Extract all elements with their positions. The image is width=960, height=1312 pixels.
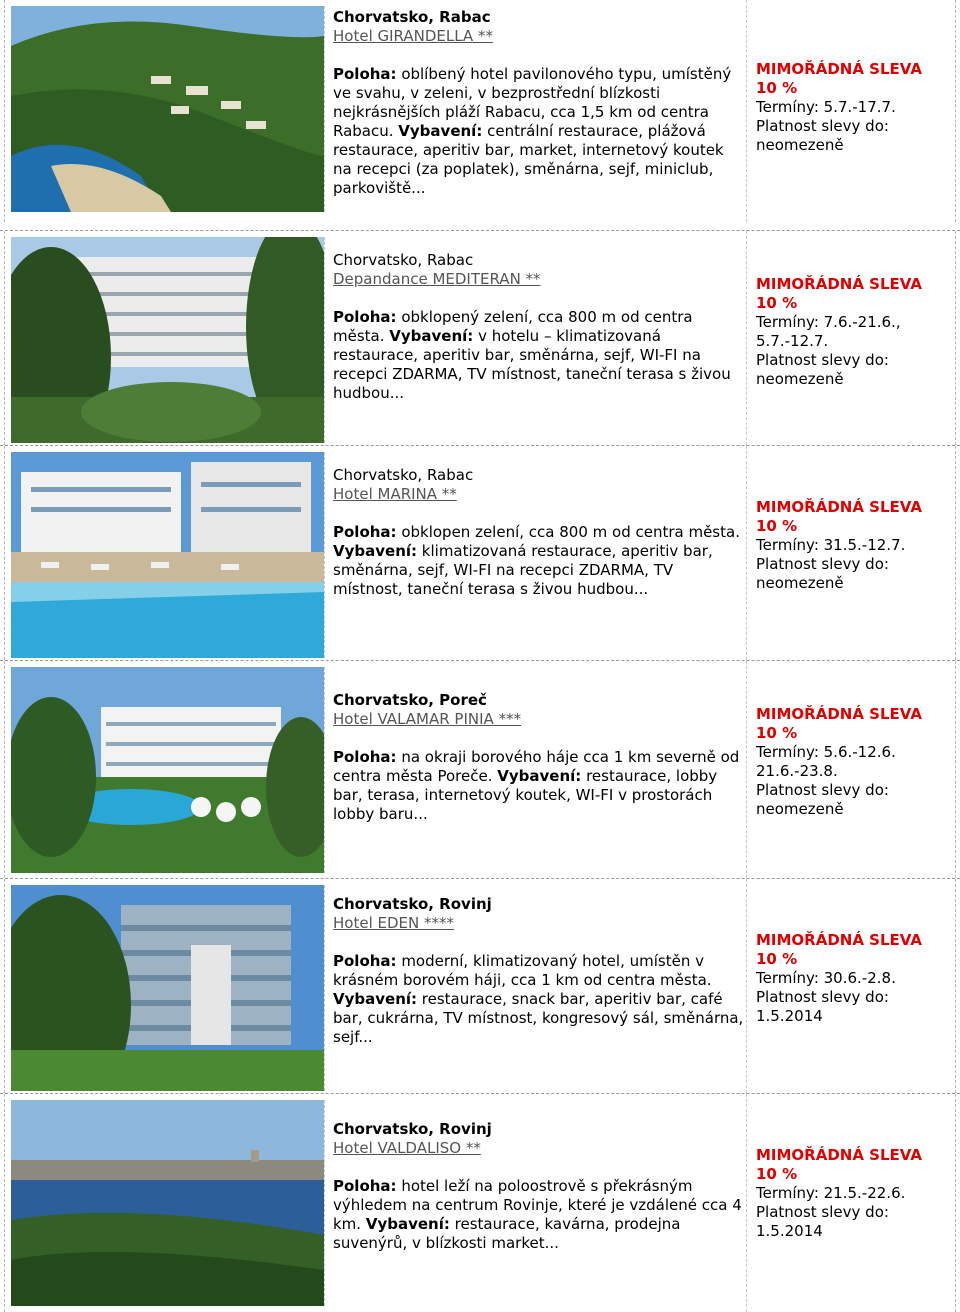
equipment-label: Vybavení: [398, 122, 483, 140]
discount-value: 10 % [756, 294, 798, 312]
position-text: na okraji borového háje cca 1 km severně od centra města Poreče. [333, 748, 740, 785]
listing-description [333, 65, 747, 198]
valid-until: 1.5.2014 [756, 1222, 823, 1240]
listing-text [333, 251, 747, 403]
position-label: Poloha: [333, 523, 397, 541]
hotel-link[interactable]: Hotel GIRANDELLA ** [333, 27, 493, 45]
discount-value: 10 % [756, 950, 798, 968]
hotel-pool-photo [11, 452, 325, 658]
column-divider [746, 0, 747, 222]
hotel-link[interactable]: Hotel VALAMAR PINIA *** [333, 710, 522, 728]
discount-value: 10 % [756, 1165, 798, 1183]
hotel-among-trees-photo [11, 237, 325, 443]
position-text: oblíbený hotel pavilonového typu, umístěný ve svahu, v zeleni, v bezprostřední blízkosti nejkrásnějších pláží Rabacu, cca 1,5 km od centra Rabacu. [333, 65, 732, 140]
equipment-label: Vybavení: [497, 767, 582, 785]
listing-girandella [0, 0, 960, 222]
column-divider [746, 446, 747, 660]
valid-until: neomezeně [756, 574, 844, 592]
discount-value: 10 % [756, 79, 798, 97]
equipment-text: klimatizovaná restaurace, aperitiv bar, směnárna, sejf, WI-FI na recepci ZDARMA, TV místnost, taneční terasa s živou hudbou... [333, 542, 713, 598]
equipment-text: restaurace, lobby bar, terasa, internetový koutek, WI-FI v prostorách lobby baru... [333, 767, 718, 823]
listing-valamar-pinia [0, 660, 960, 878]
position-label: Poloha: [333, 1177, 397, 1195]
hotel-link[interactable]: Depandance MEDITERAN ** [333, 270, 541, 288]
listing-location: Chorvatsko, Rovinj [333, 895, 492, 913]
equipment-label: Vybavení: [333, 542, 418, 560]
offer-box [756, 60, 956, 155]
hotel-link[interactable]: Hotel MARINA ** [333, 485, 457, 503]
offer-box [756, 931, 956, 1026]
validity-label: Platnost slevy do: [756, 117, 889, 135]
listing-text [333, 691, 747, 824]
listing-text [333, 895, 747, 1047]
bay-panorama-photo [11, 1100, 325, 1306]
sale-title: MIMOŘÁDNÁ SLEVA [756, 931, 922, 949]
listing-location: Chorvatsko, Poreč [333, 691, 487, 709]
position-text: obklopen zelení, cca 800 m od centra města. [396, 523, 740, 541]
listing-marina [0, 445, 960, 660]
equipment-text: restaurace, snack bar, aperitiv bar, café bar, cukrárna, TV místnost, kongresový sál, směnárna, sejf... [333, 990, 744, 1046]
valid-until: neomezeně [756, 800, 844, 818]
listing-text [333, 8, 747, 198]
equipment-label: Vybavení: [389, 327, 474, 345]
terms-text: Termíny: 5.7.-17.7. [756, 98, 896, 116]
terms-text: Termíny: 30.6.-2.8. [756, 969, 896, 987]
valid-until: neomezeně [756, 136, 844, 154]
glass-hotel-forest-photo [11, 885, 325, 1091]
sale-title: MIMOŘÁDNÁ SLEVA [756, 498, 922, 516]
listing-description [333, 748, 747, 824]
validity-label: Platnost slevy do: [756, 988, 889, 1006]
listing-text [333, 1120, 747, 1253]
position-label: Poloha: [333, 65, 397, 83]
position-label: Poloha: [333, 952, 397, 970]
validity-label: Platnost slevy do: [756, 351, 889, 369]
position-text: hotel leží na poloostrově s překrásným výhledem na centrum Rovinje, které je vzdálené cca 4 km. [333, 1177, 742, 1233]
discount-value: 10 % [756, 724, 798, 742]
listing-description [333, 523, 747, 599]
listing-description [333, 1177, 747, 1253]
offer-box [756, 705, 956, 819]
position-text: obklopený zelení, cca 800 m od centra města. [333, 308, 693, 345]
listing-description [333, 308, 747, 403]
listing-location: Chorvatsko, Rabac [333, 8, 491, 26]
sale-title: MIMOŘÁDNÁ SLEVA [756, 1146, 922, 1164]
listing-location: Chorvatsko, Rovinj [333, 1120, 492, 1138]
terms-text: Termíny: 21.5.-22.6. [756, 1184, 906, 1202]
sale-title: MIMOŘÁDNÁ SLEVA [756, 275, 922, 293]
position-text: moderní, klimatizovaný hotel, umístěn v krásném borovém háji, cca 1 km od centra města. [333, 952, 712, 989]
equipment-label: Vybavení: [365, 1215, 450, 1233]
offer-box [756, 1146, 956, 1241]
listing-mediteran [0, 230, 960, 445]
hotel-link[interactable]: Hotel EDEN **** [333, 914, 454, 932]
validity-label: Platnost slevy do: [756, 1203, 889, 1221]
terms-text: Termíny: 5.6.-12.6. 21.6.-23.8. [756, 743, 896, 780]
listing-location: Chorvatsko, Rabac [333, 251, 474, 269]
sale-title: MIMOŘÁDNÁ SLEVA [756, 60, 922, 78]
listing-text [333, 466, 747, 599]
equipment-text: v hotelu – klimatizovaná restaurace, aperitiv bar, směnárna, sejf, WI-FI na recepci ZDARMA, TV místnost, taneční terasa s živou hudbou... [333, 327, 731, 402]
column-divider [746, 879, 747, 1093]
discount-value: 10 % [756, 517, 798, 535]
listing-eden [0, 878, 960, 1093]
validity-label: Platnost slevy do: [756, 555, 889, 573]
offer-box [756, 498, 956, 593]
column-divider [746, 661, 747, 878]
hillside-resort-coast-photo [11, 6, 325, 212]
position-label: Poloha: [333, 308, 397, 326]
terms-text: Termíny: 31.5.-12.7. [756, 536, 906, 554]
resort-pool-palms-photo [11, 667, 325, 873]
listing-valdaliso [0, 1093, 960, 1312]
equipment-text: centrální restaurace, plážová restaurace, aperitiv bar, market, internetový koutek na recepci (za poplatek), směnárna, sejf, miniclub, parkoviště... [333, 122, 724, 197]
hotel-link[interactable]: Hotel VALDALISO ** [333, 1139, 481, 1157]
listing-description [333, 952, 747, 1047]
equipment-text: restaurace, kavárna, prodejna suvenýrů, v blízkosti market... [333, 1215, 681, 1252]
position-label: Poloha: [333, 748, 397, 766]
terms-text: Termíny: 7.6.-21.6., 5.7.-12.7. [756, 313, 901, 350]
column-divider [746, 1094, 747, 1312]
offer-box [756, 275, 956, 389]
validity-label: Platnost slevy do: [756, 781, 889, 799]
sale-title: MIMOŘÁDNÁ SLEVA [756, 705, 922, 723]
valid-until: 1.5.2014 [756, 1007, 823, 1025]
column-divider [746, 231, 747, 445]
valid-until: neomezeně [756, 370, 844, 388]
equipment-label: Vybavení: [333, 990, 418, 1008]
listing-location: Chorvatsko, Rabac [333, 466, 474, 484]
